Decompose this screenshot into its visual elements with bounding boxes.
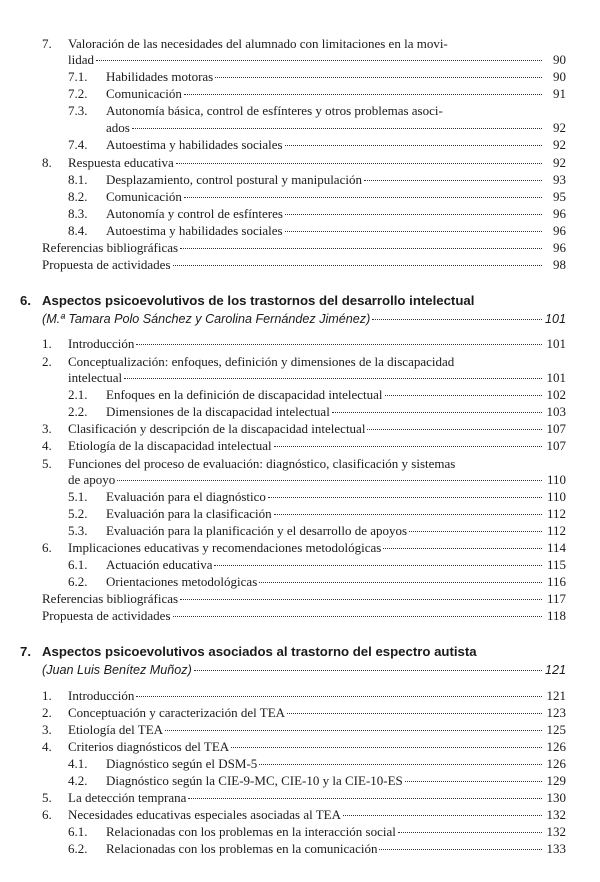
page-number: 110 (546, 472, 566, 487)
dot-leader (165, 729, 542, 731)
entry-title: Referencias bibliográficas (42, 591, 179, 606)
entry-number: 6. (20, 293, 31, 308)
entry-number: 7.3. (68, 103, 88, 118)
entry-number: 1. (42, 336, 52, 351)
entry-title: Relacionadas con los problemas en la interacción social (106, 824, 396, 839)
entry-title: Orientaciones metodológicas (106, 574, 258, 589)
page-number: 96 (553, 206, 566, 221)
dot-leader (188, 797, 542, 799)
entry-title: Comunicación (106, 189, 182, 204)
page-number: 92 (553, 137, 566, 152)
entry-number: 7. (42, 36, 52, 51)
page-number: 110 (546, 489, 566, 504)
dot-leader (372, 318, 542, 320)
page-number: 91 (553, 86, 566, 101)
toc-entry (42, 52, 566, 68)
dot-leader (398, 831, 542, 833)
toc-entry (42, 540, 566, 556)
page-number: 126 (546, 756, 566, 771)
dot-leader (385, 394, 543, 396)
dot-leader (367, 428, 542, 430)
entry-number: 4.1. (68, 756, 88, 771)
page-number: 118 (546, 608, 566, 623)
page-number: 101 (546, 336, 566, 351)
chapter-heading (20, 644, 566, 660)
entry-number: 6.1. (68, 824, 88, 839)
entry-title: Habilidades motoras (106, 69, 214, 84)
toc-entry (68, 773, 566, 789)
page-number: 121 (544, 663, 566, 677)
entry-title: (M.ª Tamara Polo Sánchez y Carolina Fernández Jiménez) (42, 312, 371, 326)
entry-title: Propuesta de actividades (42, 257, 171, 272)
toc-entry (68, 756, 566, 772)
page-number: 101 (546, 370, 566, 385)
page-number: 107 (546, 421, 566, 436)
toc-entry (42, 421, 566, 437)
page-number: 107 (546, 438, 566, 453)
toc-entry (42, 790, 566, 806)
entry-title: intelectual (68, 370, 123, 385)
dot-leader (231, 746, 542, 748)
dot-leader (136, 343, 542, 345)
entry-number: 8.2. (68, 189, 88, 204)
entry-title: Comunicación (106, 86, 182, 101)
entry-title: Diagnóstico según el DSM-5 (106, 756, 258, 771)
entry-title: Actuación educativa (106, 557, 213, 572)
entry-title: Aspectos psicoevolutivos asociados al trastorno del espectro autista (42, 644, 477, 659)
entry-title: Conceptualización: enfoques, definición y dimensiones de la discapacidad (68, 354, 455, 369)
page-number: 132 (546, 807, 566, 822)
dot-leader (184, 196, 542, 198)
toc-entry (42, 370, 566, 386)
entry-title: ados (106, 120, 130, 135)
toc-entry (42, 472, 566, 488)
toc-entry (42, 438, 566, 454)
page-number: 93 (553, 172, 566, 187)
dot-leader (379, 848, 542, 850)
entry-title: Diagnóstico según la CIE-9-MC, CIE-10 y la CIE-10-ES (106, 773, 403, 788)
entry-title: Implicaciones educativas y recomendaciones metodológicas (68, 540, 382, 555)
entry-title: Criterios diagnósticos del TEA (68, 739, 230, 754)
toc-entry (68, 172, 566, 188)
dot-leader (332, 411, 542, 413)
entry-number: 5.1. (68, 489, 88, 504)
entry-number: 7.1. (68, 69, 88, 84)
entry-title: Autonomía básica, control de esfínteres y otros problemas asoci- (106, 103, 443, 118)
entry-number: 8. (42, 155, 52, 170)
entry-title: Enfoques en la definición de discapacidad intelectual (106, 387, 383, 402)
toc-entry (68, 489, 566, 505)
entry-title: Dimensiones de la discapacidad intelectual (106, 404, 330, 419)
toc-entry (42, 456, 566, 472)
toc-entry (68, 523, 566, 539)
dot-leader (285, 230, 542, 232)
toc-entry (68, 506, 566, 522)
entry-number: 6.2. (68, 574, 88, 589)
toc-entry (42, 354, 566, 370)
entry-title: Aspectos psicoevolutivos de los trastornos del desarrollo intelectual (42, 293, 475, 308)
dot-leader (409, 530, 542, 532)
dot-leader (383, 547, 542, 549)
entry-title: Introducción (68, 688, 135, 703)
dot-leader (259, 581, 542, 583)
toc-entry (42, 257, 566, 273)
toc-entry (68, 557, 566, 573)
entry-title: Referencias bibliográficas (42, 240, 179, 255)
dot-leader (215, 76, 542, 78)
page-number: 96 (553, 240, 566, 255)
page-number: 126 (546, 739, 566, 754)
entry-number: 5. (42, 456, 52, 471)
entry-number: 7. (20, 644, 31, 659)
toc-entry (68, 404, 566, 420)
entry-number: 2. (42, 354, 52, 369)
entry-number: 5.2. (68, 506, 88, 521)
dot-leader (173, 264, 542, 266)
entry-number: 8.1. (68, 172, 88, 187)
dot-leader (259, 763, 542, 765)
entry-number: 3. (42, 722, 52, 737)
dot-leader (285, 144, 542, 146)
entry-title: Necesidades educativas especiales asociadas al TEA (68, 807, 341, 822)
entry-number: 6. (42, 807, 52, 822)
dot-leader (176, 162, 542, 164)
dot-leader (96, 59, 542, 61)
entry-title: Funciones del proceso de evaluación: diagnóstico, clasificación y sistemas (68, 456, 456, 471)
toc-entry (68, 189, 566, 205)
entry-number: 1. (42, 688, 52, 703)
toc-entry (42, 739, 566, 755)
entry-number: 8.4. (68, 223, 88, 238)
dot-leader (173, 615, 542, 617)
page-number: 116 (546, 574, 566, 589)
page-number: 112 (546, 523, 566, 538)
entry-number: 5. (42, 790, 52, 805)
entry-title: Respuesta educativa (68, 155, 174, 170)
entry-number: 4. (42, 739, 52, 754)
toc-entry (42, 722, 566, 738)
toc-entry (68, 841, 566, 857)
entry-title: Valoración de las necesidades del alumnado con limitaciones en la movi- (68, 36, 448, 51)
toc-entry (42, 608, 566, 624)
dot-leader (124, 377, 542, 379)
entry-title: Autoestima y habilidades sociales (106, 137, 283, 152)
toc-entry (68, 137, 566, 153)
dot-leader (287, 712, 542, 714)
page-number: 95 (553, 189, 566, 204)
dot-leader (268, 496, 542, 498)
page-number: 133 (546, 841, 566, 856)
entry-title: Evaluación para el diagnóstico (106, 489, 266, 504)
toc-entry (42, 36, 566, 52)
dot-leader (214, 564, 542, 566)
entry-title: Etiología del TEA (68, 722, 164, 737)
entry-title: Propuesta de actividades (42, 608, 171, 623)
entry-number: 6. (42, 540, 52, 555)
entry-number: 6.1. (68, 557, 88, 572)
toc-entry (68, 206, 566, 222)
chapter-heading (20, 293, 566, 309)
page-number: 114 (546, 540, 566, 555)
page-number: 103 (546, 404, 566, 419)
toc-entry (42, 807, 566, 823)
toc-entry (42, 705, 566, 721)
toc-entry (68, 103, 566, 119)
toc-entry (68, 69, 566, 85)
entry-title: Evaluación para la planificación y el desarrollo de apoyos (106, 523, 408, 538)
dot-leader (405, 780, 542, 782)
dot-leader (194, 669, 542, 671)
page-number: 115 (546, 557, 566, 572)
entry-title: Etiología de la discapacidad intelectual (68, 438, 272, 453)
entry-title: (Juan Luis Benítez Muñoz) (42, 663, 192, 677)
dot-leader (274, 513, 542, 515)
entry-number: 3. (42, 421, 52, 436)
entry-title: Autonomía y control de esfínteres (106, 206, 283, 221)
dot-leader (343, 814, 542, 816)
entry-number: 2.1. (68, 387, 88, 402)
page-number: 102 (546, 387, 566, 402)
page-number: 90 (553, 69, 566, 84)
entry-number: 7.4. (68, 137, 88, 152)
page-number: 101 (544, 312, 566, 326)
toc-entry (68, 824, 566, 840)
entry-number: 4.2. (68, 773, 88, 788)
toc-entry (68, 120, 566, 136)
page-number: 125 (546, 722, 566, 737)
toc-entry (42, 688, 566, 704)
entry-number: 5.3. (68, 523, 88, 538)
entry-title: La detección temprana (68, 790, 187, 805)
entry-number: 2.2. (68, 404, 88, 419)
entry-title: Conceptuación y caracterización del TEA (68, 705, 286, 720)
dot-leader (274, 445, 542, 447)
page-number: 132 (546, 824, 566, 839)
entry-title: Desplazamiento, control postural y manipulación (106, 172, 362, 187)
toc-entry (68, 387, 566, 403)
page-number: 92 (553, 120, 566, 135)
page-number: 117 (546, 591, 566, 606)
page-number: 92 (553, 155, 566, 170)
entry-title: Evaluación para la clasificación (106, 506, 272, 521)
entry-number: 7.2. (68, 86, 88, 101)
entry-number: 2. (42, 705, 52, 720)
page-number: 90 (553, 52, 566, 67)
toc-entry (68, 574, 566, 590)
entry-title: Introducción (68, 336, 135, 351)
dot-leader (132, 127, 542, 129)
chapter-authors (42, 662, 566, 678)
toc-entry (68, 86, 566, 102)
page-number: 129 (546, 773, 566, 788)
entry-number: 4. (42, 438, 52, 453)
dot-leader (364, 179, 542, 181)
page-number: 123 (546, 705, 566, 720)
page-number: 98 (553, 257, 566, 272)
toc-entry (68, 223, 566, 239)
toc-entry (42, 591, 566, 607)
page-number: 121 (546, 688, 566, 703)
entry-number: 8.3. (68, 206, 88, 221)
entry-title: de apoyo (68, 472, 116, 487)
entry-title: Relacionadas con los problemas en la comunicación (106, 841, 378, 856)
dot-leader (180, 247, 542, 249)
entry-number: 6.2. (68, 841, 88, 856)
dot-leader (136, 695, 542, 697)
dot-leader (180, 598, 542, 600)
dot-leader (285, 213, 542, 215)
toc-entry (42, 155, 566, 171)
toc-entry (42, 240, 566, 256)
dot-leader (184, 93, 542, 95)
entry-title: Clasificación y descripción de la discapacidad intelectual (68, 421, 366, 436)
entry-title: Autoestima y habilidades sociales (106, 223, 283, 238)
toc-entry (42, 336, 566, 352)
dot-leader (117, 479, 542, 481)
page-number: 96 (553, 223, 566, 238)
page-number: 112 (546, 506, 566, 521)
chapter-authors (42, 311, 566, 327)
entry-title: lidad (68, 52, 94, 67)
page-number: 130 (546, 790, 566, 805)
